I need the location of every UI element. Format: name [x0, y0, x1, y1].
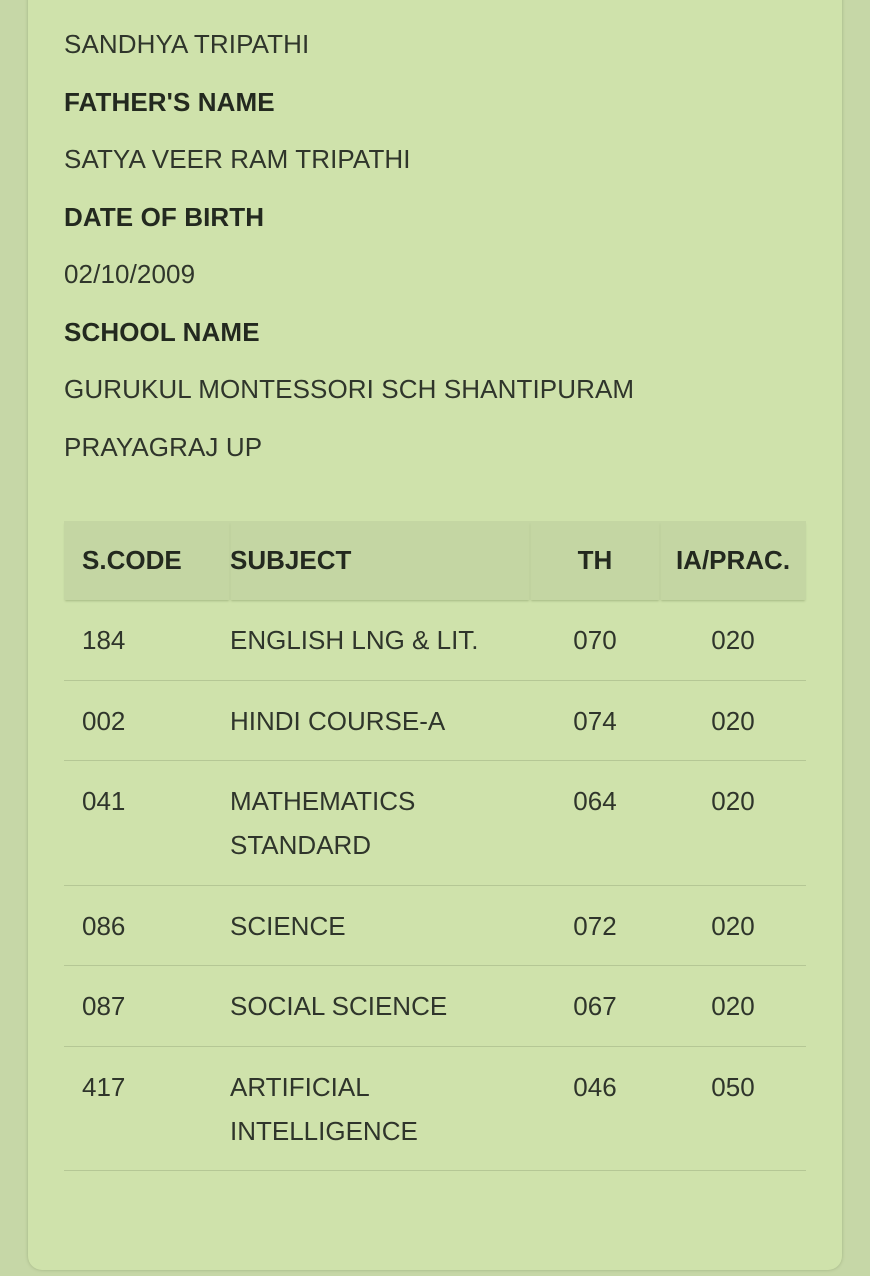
- table-row: [64, 600, 806, 680]
- student-info: [64, 22, 824, 482]
- subject-name: SCIENCE: [230, 885, 530, 966]
- school-name-line1: GURUKUL MONTESSORI SCH SHANTIPURAM: [64, 374, 635, 404]
- header-subject: SUBJECT: [230, 521, 530, 600]
- subject-code: 041: [64, 761, 230, 886]
- subject-name: HINDI COURSE-A: [230, 680, 530, 761]
- header-scode: S.CODE: [64, 521, 230, 600]
- ia-prac-marks: 020: [660, 600, 806, 680]
- theory-marks: 064: [530, 761, 660, 886]
- table-row: [64, 680, 806, 761]
- subject-name: ARTIFICIAL INTELLIGENCE: [230, 1046, 530, 1171]
- school-name-label: SCHOOL NAME: [64, 316, 260, 347]
- subject-code: 184: [64, 600, 230, 680]
- dob-label: DATE OF BIRTH: [64, 201, 265, 232]
- theory-marks: 046: [530, 1046, 660, 1171]
- ia-prac-marks: 020: [660, 885, 806, 966]
- subject-code: 086: [64, 885, 230, 966]
- father-name-label: FATHER'S NAME: [64, 86, 275, 117]
- theory-marks: 067: [530, 966, 660, 1047]
- ia-prac-marks: 020: [660, 680, 806, 761]
- ia-prac-marks: 050: [660, 1046, 806, 1171]
- dob-value: 02/10/2009: [64, 259, 196, 289]
- table-row: [64, 761, 806, 886]
- theory-marks: 070: [530, 600, 660, 680]
- ia-prac-marks: 020: [660, 966, 806, 1047]
- marks-table: [64, 521, 806, 1171]
- subject-name: MATHEMATICS STANDARD: [230, 761, 530, 886]
- school-name-line2: PRAYAGRAJ UP: [64, 431, 263, 462]
- table-row: [64, 1046, 806, 1171]
- header-ia-prac: IA/PRAC.: [660, 521, 806, 600]
- subject-name: ENGLISH LNG & LIT.: [230, 600, 530, 680]
- student-name: SANDHYA TRIPATHI: [64, 29, 310, 59]
- table-row: [64, 966, 806, 1047]
- table-row: [64, 885, 806, 966]
- subject-code: 417: [64, 1046, 230, 1171]
- subject-code: 087: [64, 966, 230, 1047]
- theory-marks: 074: [530, 680, 660, 761]
- ia-prac-marks: 020: [660, 761, 806, 886]
- father-name-value: SATYA VEER RAM TRIPATHI: [64, 144, 411, 174]
- subject-code: 002: [64, 680, 230, 761]
- header-th: TH: [530, 521, 660, 600]
- subject-name: SOCIAL SCIENCE: [230, 966, 530, 1047]
- theory-marks: 072: [530, 885, 660, 966]
- marks-table-header: [64, 521, 806, 600]
